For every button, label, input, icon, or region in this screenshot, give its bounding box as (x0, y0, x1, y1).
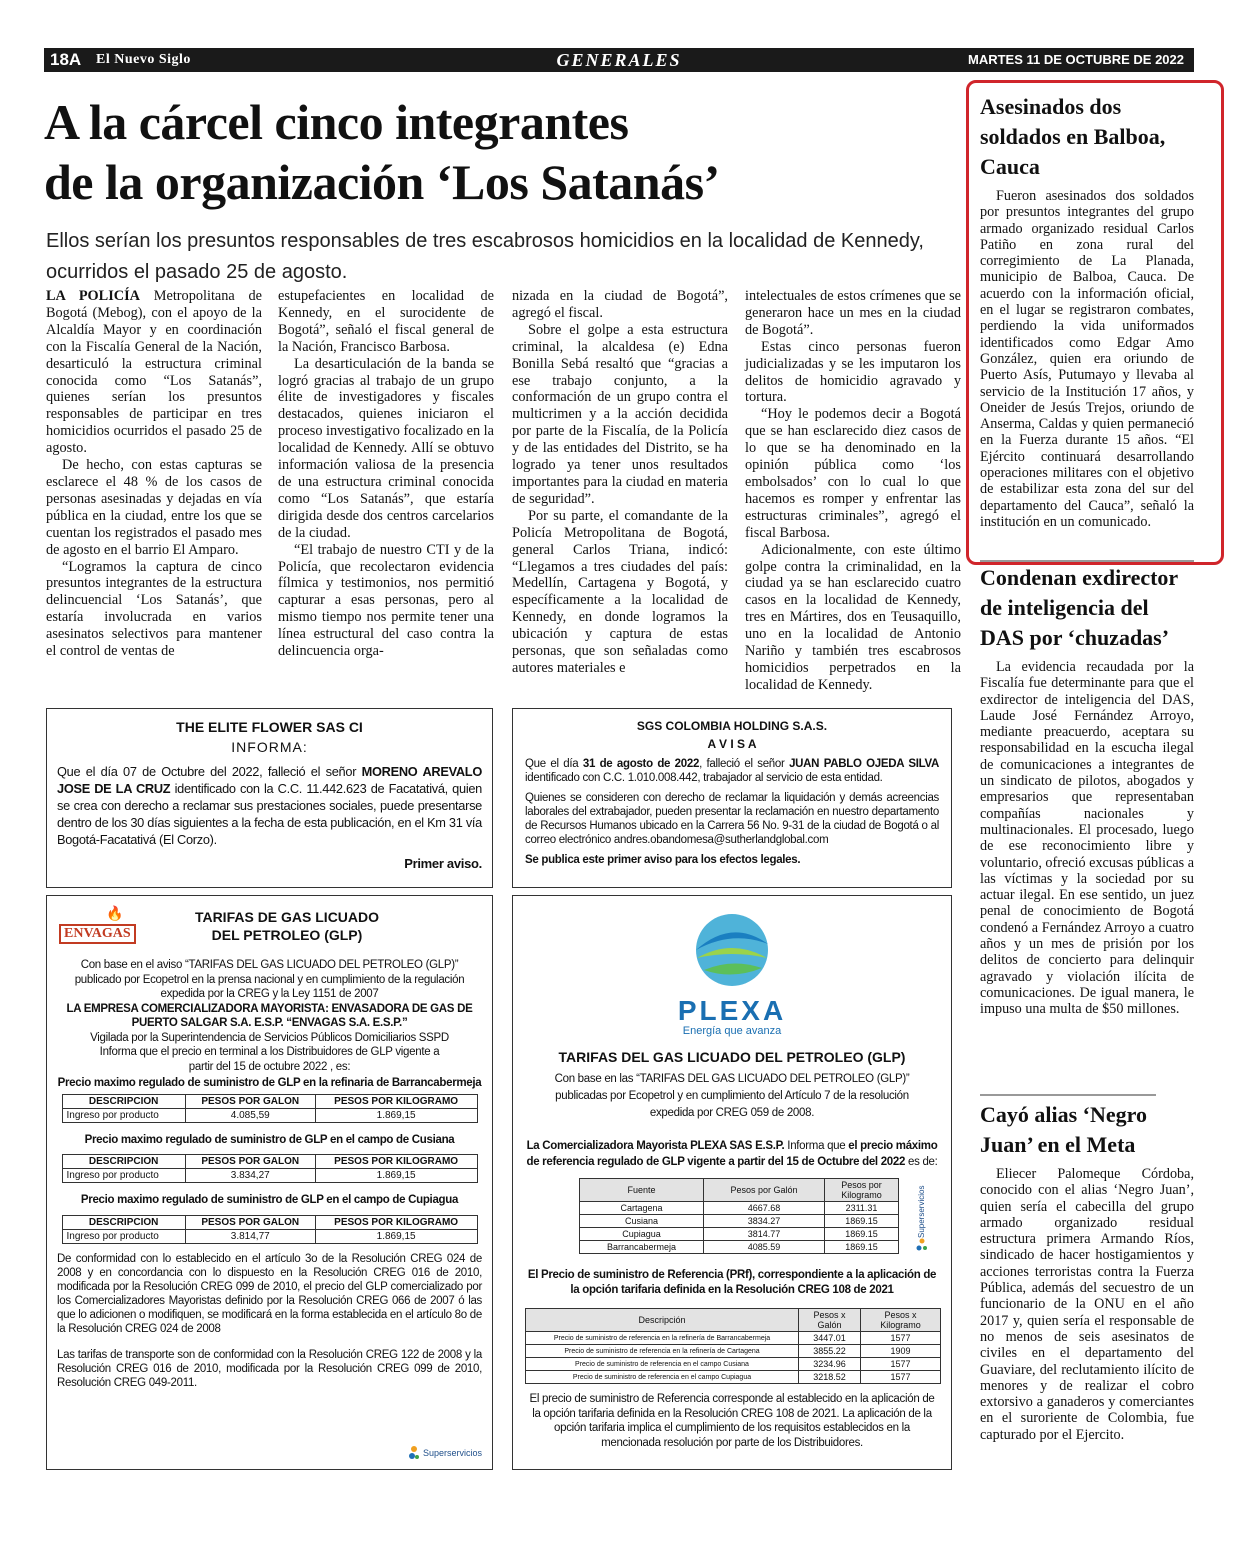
column-header: Pesos x Kilogramo (861, 1309, 941, 1332)
cell: 4085.59 (704, 1241, 825, 1254)
issue-date: MARTES 11 DE OCTUBRE DE 2022 (967, 52, 1184, 67)
ad-envagas (46, 895, 493, 1470)
table-row (62, 1229, 477, 1243)
cell: 1577 (861, 1332, 941, 1345)
cell: 1.869,15 (315, 1169, 477, 1183)
paragraph: Por su parte, el comandante de la Policía Metropolitana de Bogotá, general Carlos Triana, indicó: “Llegamos a tres ciudades del país: Medellín, Cartagena y Bogotá, y específicamente a la localidad de Kennedy, en donde logramos la ubicación y captura de estas personas, que son señaladas como autores materiales e (512, 507, 728, 676)
column-header: PESOS POR KILOGRAMO (315, 1094, 477, 1108)
notice-body-2: Quienes se consideren con derecho de reclamar la liquidación y demás acreencias laborales del extrabajador, pueden presentar la reclamación en nuestro departamento de Recursos Humanos ubicado en la Carrera 56 No. 9-31 de la ciudad de Bogotá o al correo electrónico andres.obandomesa@sutherlandglobal.com (525, 792, 939, 846)
cell: 3.814,77 (185, 1229, 315, 1243)
cell: 1.869,15 (315, 1229, 477, 1243)
cell: Ingreso por producto (62, 1108, 185, 1122)
column-header: PESOS POR GALON (185, 1094, 315, 1108)
cell: Cartagena (580, 1202, 704, 1215)
cell: Cusiana (580, 1215, 704, 1228)
price-table-barrancabermeja (62, 1094, 478, 1123)
notice-text: identificado con C.C. 1.010.008.442, trabajador al servicio de esta entidad. (525, 772, 883, 784)
story-title: Cayó alias ‘Negro Juan’ en el Meta (980, 1102, 1148, 1157)
column-header: PESOS POR GALON (185, 1215, 315, 1229)
cell: Barrancabermeja (580, 1241, 704, 1254)
cell: 3234.96 (799, 1358, 861, 1371)
table-caption: Precio maximo regulado de suministro de GLP en la refinaria de Barrancabermeja (57, 1077, 482, 1089)
paragraph: Metropolitana de Bogotá (Mebog), con el apoyo de la Alcaldía Mayor y en coordinación con la Fiscalía General de la Nación, desarticuló la estructura criminal conocida como “Los Satanás”, quienes serían los presuntos responsables de participar en tres homicidios ocurridos el pasado 25 de agosto. (46, 288, 263, 457)
paragraph: “El trabajo de nuestro CTI y de la Policía, que recolectaron evidencia fílmica y testimonios, nos permitió capturar a esas personas, pero al mismo tiempo nos permite tener una línea estructural del caso contra la delincuencia orga- (278, 541, 494, 660)
ad-intro: Con base en las “TARIFAS DEL GAS LICUADO DEL PETROLEO (GLP)” publicadas por Ecopetrol y en cumplimiento del Artículo 7 de la resolución expedida por CREG 059 de 2008. (554, 1073, 910, 1119)
table-row (580, 1228, 899, 1241)
article-column-3 (512, 288, 728, 677)
deceased-name: JUAN PABLO OJEDA SILVA (789, 758, 939, 770)
table-row (62, 1169, 477, 1183)
table-caption: Precio maximo regulado de suministro de GLP en el campo de Cupiagua (80, 1194, 459, 1206)
cell: 1577 (861, 1358, 941, 1371)
notice-title: SGS COLOMBIA HOLDING S.A.S. (636, 719, 828, 733)
divider (980, 560, 1194, 562)
cell: 1869.15 (825, 1228, 899, 1241)
cell: 4667.68 (704, 1202, 825, 1215)
story-body: La evidencia recaudada por la Fiscalía fue determinante para que el exdirector de inteligencia del DAS, Laude José Fernández Arroyo, mediante preacuerdo, aceptara su responsabilidad en la escucha ilegal de comunicaciones a integrantes de un sindicato de pilotos, abogados y empresarios que representaban compañías nacionales y multinacionales. El procesado, luego de ese reconocimiento libre y voluntario, ofreció excusas públicas a las víctimas y la sociedad por su actuar ilegal. En ese sentido, un juez penal de conocimiento de Bogotá condenó a Fernández Arroyo a cuatro años y un mes de prisión por los delitos de concierto para delinquir agravado y violación ilícita de comunicaciones. De igual manera, le impuso una multa de $50 millones. (980, 659, 1194, 1018)
article-column-2 (278, 288, 494, 660)
superservicios-logo (915, 1180, 933, 1252)
notice-title: THE ELITE FLOWER SAS CI (176, 719, 363, 735)
notice-text: Que el día (525, 758, 579, 770)
article-column-1 (46, 288, 262, 660)
notice-subtitle: INFORMA: (231, 739, 308, 755)
cell: Precio de suministro de referencia en el campo Cupiagua (526, 1371, 799, 1384)
sidebar-story-negro-juan (980, 1100, 1194, 1443)
cell: 1909 (861, 1345, 941, 1358)
newspaper-name: El Nuevo Siglo (96, 52, 191, 67)
paragraph: De hecho, con estas capturas se esclarece el 48 % de los casos de personas asesinadas y dejadas en vía pública en la ciudad, entre los que se cuentan los registrados el pasado mes de agosto en el barrio El Amparo. (46, 457, 262, 558)
plexa-tagline: Energía que avanza (682, 1025, 782, 1037)
notice-footer: Se publica este primer aviso para los efectos legales. (525, 854, 801, 866)
paragraph: intelectuales de estos crímenes que se generaron hace un mes en la ciudad de Bogotá”. (745, 288, 961, 338)
cell: 1869.15 (825, 1241, 899, 1254)
cell: 3.834,27 (185, 1169, 315, 1183)
notice-footer: Primer aviso. (404, 856, 482, 871)
sidebar-story-das (980, 563, 1194, 1018)
table-row (62, 1108, 477, 1122)
paragraph: “Hoy le podemos decir a Bogotá que se han esclarecido diez casos de lo que se ha denominado en la opinión pública como ‘los embolsados’ con lo cual lo que hacemos es romper y enfrentar las estructuras criminales”, agregó el fiscal Barbosa. (745, 406, 961, 541)
notice-sgs (512, 708, 952, 888)
story-body: Fueron asesinados dos soldados por presuntos integrantes del grupo armado organizado residual Carlos Patiño en zona rural del corregimiento de La Planada, municipio de Balboa, Cauca. De acuerdo con la información oficial, en el lugar se registraron combates, perdiendo la vida uniformados identificados como Edgar Amo González, quien era oriundo de Puerto Asís, Putumayo y llevaba al servicio de la Institución 17 años, y Oneider de Jesús Trejos, oriundo de Anserma, Caldas y quien permaneció en la Fuerza durante 15 años. “El Ejército continuará desarrollando operaciones militares con el objetivo de estabilizar esta zona del sur del departamento del Cauca”, señaló la institución en un comunicado. (980, 188, 1194, 530)
cell: Precio de suministro de referencia en la refinería de Cartagena (526, 1345, 799, 1358)
paragraph: “Logramos la captura de cinco presuntos integrantes de la estructura delincuencial ‘Los Satanás’, que estaría involucrada en varios asesinatos selectivos para mantener el control de ventas de (46, 558, 262, 660)
table-caption: Precio maximo regulado de suministro de GLP en el campo de Cusiana (84, 1133, 455, 1146)
table-row (526, 1371, 941, 1384)
notice-text: Que el día 07 de Octubre del 2022, falleció el señor (57, 764, 357, 779)
sidebar-story-soldiers (980, 92, 1194, 530)
notice-body (525, 757, 939, 785)
ad-company: LA EMPRESA COMERCIALIZADORA MAYORISTA: ENVASADORA DE GAS DE PUERTO SALGAR S.A. E.S.P. “ENVAGAS S.A. E.S.P.” (66, 1002, 473, 1029)
column-header: DESCRIPCION (62, 1215, 185, 1229)
ad-inform-text: el precio máximo de referencia regulado de GLP vigente a partir del 15 de Octubre del 2022 (526, 1140, 938, 1168)
notice-elite-flower (46, 708, 493, 888)
headline-line-1: A la cárcel cinco integrantes (44, 94, 629, 150)
envagas-logo: ENVAGAS (59, 924, 136, 944)
notice-subtitle: A V I S A (707, 737, 757, 751)
ad-legal-text-2: Las tarifas de transporte son de conformidad con la Resolución CREG 122 de 2008 y la Resolución CREG 016 de 2010, modificada por la Resolución CREG 099 de 2010, Resolución CREG 049-2011. (57, 1348, 482, 1389)
ad-title-line: DEL PETROLEO (GLP) (211, 927, 363, 943)
cell: 1577 (861, 1371, 941, 1384)
article-deck: Ellos serían los presuntos responsables de tres escabrosos homicidios en la localidad de Kennedy, ocurridos el pasado 25 de agosto. (46, 230, 924, 283)
column-header: DESCRIPCION (62, 1094, 185, 1108)
table-row (526, 1345, 941, 1358)
ad-vigilance: Vigilada por la Superintendencia de Servicios Públicos Domiciliarios SSPD (90, 1031, 449, 1044)
column-header: Pesos x Galón (799, 1309, 861, 1332)
paragraph: Estas cinco personas fueron judicializadas y se les imputaron los delitos de homicidio agravado y tortura. (745, 338, 961, 406)
ad-inform-text: Informa que (787, 1140, 846, 1152)
column-header: Pesos por Kilogramo (825, 1179, 899, 1202)
ad-title (177, 908, 397, 944)
plexa-reference-table (525, 1308, 941, 1384)
ad-title: TARIFAS DEL GAS LICUADO DEL PETROLEO (GLP) (558, 1049, 906, 1065)
page-number: 18A (50, 50, 82, 69)
plexa-price-table (579, 1178, 899, 1254)
notice-text: identificado con la C.C. 11.442.623 de Facatativá, quien se crea con derecho a reclamar sus prestaciones sociales, puede presentarse dentro de los 30 días siguientes a la fecha de esta publicación, en el Km 31 vía Bogotá-Facatativá (El Corzo). (57, 781, 482, 847)
column-header: DESCRIPCION (62, 1155, 185, 1169)
plexa-wordmark: PLEXA (677, 995, 787, 1026)
column-header: Fuente (580, 1179, 704, 1202)
story-title: Asesinados dos soldados en Balboa, Cauca (980, 94, 1166, 179)
superservicios-text: Superservicios (917, 1185, 926, 1238)
ref-caption: El Precio de suministro de Referencia (PRf), correspondiente a la aplicación de la opción tarifaria definida en la Resolución CREG 108 de 2021 (527, 1269, 937, 1296)
story-title: Condenan exdirector de inteligencia del DAS por ‘chuzadas’ (980, 565, 1178, 650)
paragraph: Adicionalmente, con este último golpe contra la criminalidad, en la ciudad ya se han esclarecido cuatro casos en la localidad de Kennedy, tres en Mártires, dos en Teusaquillo, uno en la localidad de Antonio Nariño y también tres escabrosos homicidios perpetrados en la localidad de Kennedy. (745, 541, 961, 693)
table-row (580, 1241, 899, 1254)
column-header: Pesos por Galón (704, 1179, 825, 1202)
ad-inform: Informa que el precio en terminal a los Distribuidores de GLP vigente a partir del 15 de octubre 2022 , es: (99, 1046, 440, 1073)
flame-icon: 🔥 (106, 907, 124, 922)
notice-body (57, 763, 482, 848)
cell: 3218.52 (799, 1371, 861, 1384)
paragraph: estupefacientes en localidad de Kennedy, en el surocidente de Bogotá”, señaló el fiscal general de la Nación, Francisco Barbosa. (278, 288, 494, 355)
cell: Precio de suministro de referencia en el campo Cusiana (526, 1358, 799, 1371)
column-header: PESOS POR KILOGRAMO (315, 1155, 477, 1169)
superservicios-icon (408, 1445, 420, 1461)
headline-line-2: de la organización ‘Los Satanás’ (44, 154, 720, 210)
cell: Cupiagua (580, 1228, 704, 1241)
superservicios-logo (408, 1445, 482, 1461)
ad-intro: Con base en el aviso “TARIFAS DEL GAS LICUADO DEL PETROLEO (GLP)” publicado por Ecopetrol en la prensa nacional y en cumplimiento de la regulación expedida por la CREG y la Ley 1151 de 2007 (74, 959, 465, 1000)
ad-footer-text: El precio de suministro de Referencia corresponde al establecido en la aplicación de la opción tarifaria definida en la Resolución CREG 108 de 2021. La aplicación de la opción tarifaria implica el cumplimiento de los requisitos establecidos en la mencionada resolución por parte de los Distribuidores. (529, 1393, 935, 1449)
superservicios-text: Superservicios (422, 1448, 482, 1458)
notice-text: , falleció el señor (699, 758, 785, 770)
table-row (580, 1215, 899, 1228)
plexa-logo (525, 908, 939, 1037)
cell: 1869.15 (825, 1215, 899, 1228)
paragraph: nizada en la ciudad de Bogotá”, agregó el fiscal. (512, 288, 728, 321)
deceased-name: MORENO AREVALO JOSE DE LA CRUZ (57, 764, 482, 796)
table-row (580, 1202, 899, 1215)
column-header: Descripción (526, 1309, 799, 1332)
paragraph: La desarticulación de la banda se logró gracias al trabajo de un grupo élite de investigadores y fiscales destacados, quienes iniciaron el proceso investigativo focalizado en la localidad de Kennedy. Allí se obtuvo información valiosa de la presencia de una estructura criminal conocida como “Los Satanás”, que estaría dirigida desde dos centros carcelarios de la ciudad. (278, 355, 494, 541)
cell: 2311.31 (825, 1202, 899, 1215)
notice-date: 31 de agosto de 2022 (582, 758, 700, 770)
price-table-cupiagua (62, 1215, 478, 1244)
divider (980, 1094, 1156, 1096)
cell: 3855.22 (799, 1345, 861, 1358)
price-table-cusiana (62, 1154, 478, 1183)
plexa-globe-icon (682, 908, 782, 992)
paragraph: Sobre el golpe a esta estructura criminal, la alcaldesa (e) Edna Bonilla Sebá resaltó que “gracias a ese trabajo conjunto, a la conformación de un grupo contra el multicrimen y a la acción decidida por parte de la Fiscalía, de la Policía y de las entidades del Distrito, se ha logrado ya tener unos resultados importantes para la ciudad en materia de seguridad”. (512, 321, 728, 507)
ad-inform-text: es de: (908, 1156, 938, 1168)
ad-legal-text: De conformidad con lo establecido en el artículo 3o de la Resolución CREG 024 de 2008 y en concordancia con lo dispuesto en la Resolución CREG 016 de 2010, modificada por la Resolución CREG 099 de 2010, el precio del GLP comercializado por los Comercializadores Mayoristas definido por la Resolución CREG 066 de 2007 ó las que lo adicionen o modifiquen, se modificará en la forma establecida en el artículo 8o de la Resolución CREG 024 de 2008 (57, 1252, 482, 1335)
main-headline (44, 92, 944, 212)
ad-title-line: TARIFAS DE GAS LICUADO (194, 909, 380, 925)
ad-inform-company: La Comercializadora Mayorista PLEXA SAS E.S.P. (526, 1140, 785, 1152)
section-name: GENERALES (556, 50, 682, 70)
article-column-4 (745, 288, 961, 694)
cell: 3834.27 (704, 1215, 825, 1228)
cell: 3447.01 (799, 1332, 861, 1345)
ad-plexa (512, 895, 952, 1470)
table-row (526, 1332, 941, 1345)
story-body: Eliecer Palomeque Córdoba, conocido con el alias ‘Negro Juan’, quien sería el cabecilla del grupo armado organizado residual estructura primera Armando Ríos, sindicado de hacer hostigamientos y acciones terroristas contra la Fuerza Pública, además del secuestro de un funcionario de la ONU en el año 2017 y, quien sería el responsable de no menos de seis asesinatos de civiles en el departamento del Guaviare, del reclutamiento ilícito de menores y de realizar el cobro extorsivo a ganaderos y comerciantes en el suroriente de Colombia, fue capturado por el Ejercito. (980, 1166, 1194, 1443)
ad-inform (525, 1138, 939, 1170)
table-row (526, 1358, 941, 1371)
page-header-bar (44, 48, 1194, 72)
cell: 1.869,15 (315, 1108, 477, 1122)
lead-word: LA POLICÍA (46, 288, 140, 304)
cell: Ingreso por producto (62, 1169, 185, 1183)
superservicios-icon (915, 1238, 929, 1252)
column-header: PESOS POR GALON (185, 1155, 315, 1169)
cell: Ingreso por producto (62, 1229, 185, 1243)
cell: 4.085,59 (185, 1108, 315, 1122)
cell: Precio de suministro de referencia en la refinería de Barrancabermeja (526, 1332, 799, 1345)
column-header: PESOS POR KILOGRAMO (315, 1215, 477, 1229)
cell: 3814.77 (704, 1228, 825, 1241)
